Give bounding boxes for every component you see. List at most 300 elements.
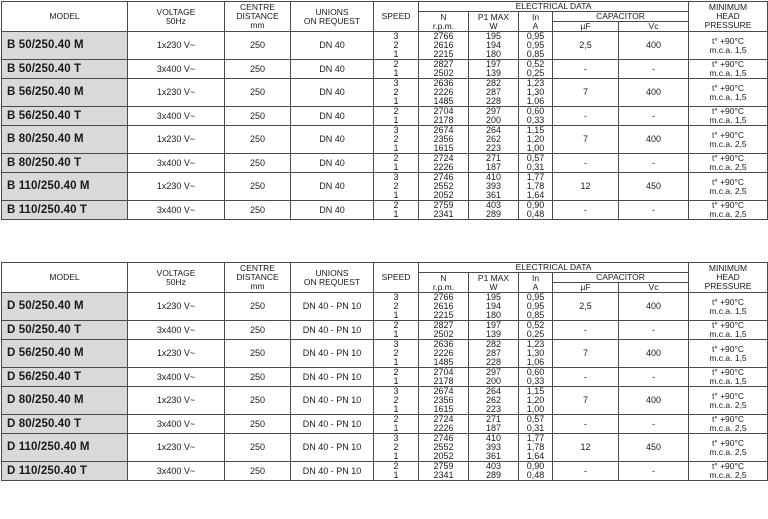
voltage-cell: 1x230 V~ xyxy=(128,32,225,60)
current-cell xyxy=(519,154,553,173)
p1-cell-values xyxy=(469,293,518,320)
rpm-cell-value: 2636 xyxy=(433,78,454,88)
speed-cell-value: 2 xyxy=(393,87,399,97)
speed-cell-value: 1 xyxy=(393,404,399,414)
rpm-cell-value: 1615 xyxy=(433,404,454,414)
p1-cell xyxy=(469,434,519,462)
min-head-cell xyxy=(689,340,768,368)
model-cell: B 50/250.40 M xyxy=(2,32,128,60)
current-cell-value: 0,60 xyxy=(526,367,545,377)
speed-cell xyxy=(374,79,419,107)
voltage-cell: 3x400 V~ xyxy=(128,321,225,340)
current-cell-values xyxy=(519,415,552,433)
voltage-cell: 3x400 V~ xyxy=(128,107,225,126)
p1-cell-values xyxy=(469,387,518,414)
header-capacitor: CAPACITOR xyxy=(553,273,689,283)
header-uf: µF xyxy=(553,283,619,293)
p1-cell-value: 282 xyxy=(485,78,502,88)
table-row xyxy=(2,32,768,60)
header-centre-distance: CENTRE DISTANCE mm xyxy=(225,2,291,32)
speed-cell-value: 3 xyxy=(393,339,399,349)
model-cell: D 56/250.40 M xyxy=(2,340,128,368)
current-cell-value: 1,78 xyxy=(526,442,545,452)
current-cell-value: 0,60 xyxy=(526,106,545,116)
capacitance-cell: - xyxy=(553,201,619,220)
current-cell xyxy=(519,293,553,321)
speed-cell-value: 3 xyxy=(393,172,399,182)
p1-cell-value: 289 xyxy=(485,209,502,219)
p1-cell-values xyxy=(469,126,518,153)
speed-cell-value: 2 xyxy=(393,348,399,358)
speed-cell-values xyxy=(374,415,418,433)
current-cell-value: 1,06 xyxy=(526,96,545,106)
capacitor-voltage-cell: - xyxy=(619,368,689,387)
centre-distance-cell: 250 xyxy=(225,107,291,126)
p1-cell-values xyxy=(469,173,518,200)
header-n: N r.p.m. xyxy=(419,273,469,293)
current-cell-value: 1,30 xyxy=(526,348,545,358)
voltage-cell: 1x230 V~ xyxy=(128,293,225,321)
p1-cell xyxy=(469,126,519,154)
p1-cell-value: 393 xyxy=(485,442,502,452)
current-cell-values xyxy=(519,387,552,414)
min-head-cell xyxy=(689,387,768,415)
speed-cell-value: 1 xyxy=(393,68,399,78)
model-cell: B 110/250.40 M xyxy=(2,173,128,201)
current-cell xyxy=(519,462,553,481)
speed-cell-value: 2 xyxy=(393,301,399,311)
centre-distance-cell: 250 xyxy=(225,154,291,173)
rpm-cell xyxy=(419,462,469,481)
centre-distance-cell: 250 xyxy=(225,60,291,79)
speed-cell xyxy=(374,60,419,79)
current-cell-value: 0,95 xyxy=(526,301,545,311)
rpm-cell-values xyxy=(419,79,468,106)
p1-cell-values xyxy=(469,201,518,219)
speed-cell xyxy=(374,387,419,415)
rpm-cell-values xyxy=(419,462,468,480)
min-head-cell xyxy=(689,415,768,434)
speed-cell-value: 1 xyxy=(393,376,399,386)
p1-cell-value: 262 xyxy=(485,395,502,405)
rpm-cell-value: 2552 xyxy=(433,442,454,452)
p1-cell-value: 187 xyxy=(485,423,502,433)
min-head-cell xyxy=(689,434,768,462)
min-head-pressure: m.c.a. 1,5 xyxy=(709,115,747,125)
p1-cell-value: 271 xyxy=(485,414,502,424)
current-cell-value: 0,90 xyxy=(526,461,545,471)
max-temperature: t° +90°C xyxy=(711,343,745,354)
header-capacitor: CAPACITOR xyxy=(553,12,689,22)
unions-cell: DN 40 - PN 10 xyxy=(291,415,374,434)
min-head-pressure: m.c.a. 1,5 xyxy=(709,91,747,102)
rpm-cell-value: 2341 xyxy=(433,209,454,219)
p1-cell-values xyxy=(469,107,518,125)
capacitor-voltage-cell: - xyxy=(619,154,689,173)
capacitor-voltage-cell: 450 xyxy=(619,173,689,201)
header-voltage: VOLTAGE 50Hz xyxy=(128,263,225,293)
current-cell-value: 1,77 xyxy=(526,433,545,443)
speed-cell-value: 3 xyxy=(393,292,399,302)
voltage-cell: 3x400 V~ xyxy=(128,154,225,173)
current-cell xyxy=(519,321,553,340)
rpm-cell-values xyxy=(419,173,468,200)
rpm-cell-values xyxy=(419,368,468,386)
rpm-cell xyxy=(419,387,469,415)
header-speed: SPEED xyxy=(374,2,419,32)
header-model: MODEL xyxy=(2,2,128,32)
header-centre-distance: CENTRE DISTANCE mm xyxy=(225,263,291,293)
capacitance-cell: - xyxy=(553,462,619,481)
current-cell-values xyxy=(519,154,552,172)
p1-cell xyxy=(469,321,519,340)
header-min-head: MINIMUM HEAD PRESSURE xyxy=(689,263,768,293)
speed-cell-values xyxy=(374,154,418,172)
current-cell-values xyxy=(519,201,552,219)
rpm-cell-value: 2616 xyxy=(433,301,454,311)
capacitance-cell: - xyxy=(553,321,619,340)
capacitance-cell: - xyxy=(553,154,619,173)
p1-cell-value: 195 xyxy=(485,31,502,41)
rpm-cell-value: 2724 xyxy=(433,414,454,424)
current-cell-values xyxy=(519,79,552,106)
speed-cell-values xyxy=(374,32,418,59)
voltage-cell: 3x400 V~ xyxy=(128,368,225,387)
p1-cell-value: 264 xyxy=(485,386,502,396)
p1-cell-value: 200 xyxy=(485,115,502,125)
current-cell-value: 0,52 xyxy=(526,320,545,330)
rpm-cell xyxy=(419,32,469,60)
unions-cell: DN 40 xyxy=(291,126,374,154)
centre-distance-cell: 250 xyxy=(225,201,291,220)
rpm-cell-values xyxy=(419,387,468,414)
rpm-cell-value: 2552 xyxy=(433,181,454,191)
header-unions: UNIONS ON REQUEST xyxy=(291,2,374,32)
unions-cell: DN 40 xyxy=(291,79,374,107)
centre-distance-cell: 250 xyxy=(225,79,291,107)
unions-cell: DN 40 - PN 10 xyxy=(291,321,374,340)
rpm-cell xyxy=(419,154,469,173)
model-cell: D 50/250.40 T xyxy=(2,321,128,340)
speed-cell-values xyxy=(374,60,418,78)
p1-cell xyxy=(469,107,519,126)
speed-cell-value: 2 xyxy=(393,200,399,210)
unions-cell: DN 40 - PN 10 xyxy=(291,340,374,368)
unions-cell: DN 40 xyxy=(291,107,374,126)
voltage-cell: 1x230 V~ xyxy=(128,173,225,201)
current-cell-value: 0,85 xyxy=(526,310,545,320)
rpm-cell-values xyxy=(419,434,468,461)
p1-cell-value: 403 xyxy=(485,461,502,471)
rpm-cell xyxy=(419,107,469,126)
speed-cell-value: 3 xyxy=(393,386,399,396)
max-temperature: t° +90°C xyxy=(711,367,745,377)
current-cell-value: 1,00 xyxy=(526,143,545,153)
p1-cell-value: 197 xyxy=(485,59,502,69)
rpm-cell-values xyxy=(419,32,468,59)
p1-cell xyxy=(469,32,519,60)
rpm-cell xyxy=(419,340,469,368)
header-vc: Vc xyxy=(619,283,689,293)
speed-cell xyxy=(374,32,419,60)
rpm-cell-value: 2226 xyxy=(433,423,454,433)
current-cell-value: 0,90 xyxy=(526,200,545,210)
current-cell-value: 0,33 xyxy=(526,376,545,386)
rpm-cell-values xyxy=(419,126,468,153)
max-temperature: t° +90°C xyxy=(711,176,745,187)
p1-cell-value: 361 xyxy=(485,451,502,461)
unions-cell: DN 40 xyxy=(291,154,374,173)
table-row xyxy=(2,107,768,126)
speed-cell-value: 1 xyxy=(393,49,399,59)
p1-cell-value: 197 xyxy=(485,320,502,330)
speed-cell xyxy=(374,340,419,368)
header-model: MODEL xyxy=(2,263,128,293)
current-cell-value: 1,00 xyxy=(526,404,545,414)
capacitor-voltage-cell: - xyxy=(619,321,689,340)
capacitance-cell: 2,5 xyxy=(553,32,619,60)
min-head-pressure: m.c.a. 1,5 xyxy=(709,44,747,55)
p1-cell-value: 194 xyxy=(485,40,502,50)
min-head-pressure: m.c.a. 2,5 xyxy=(709,162,747,172)
current-cell-value: 0,95 xyxy=(526,40,545,50)
rpm-cell-values xyxy=(419,107,468,125)
table-row xyxy=(2,60,768,79)
rpm-cell-value: 2746 xyxy=(433,172,454,182)
table-row xyxy=(2,368,768,387)
p1-cell xyxy=(469,60,519,79)
p1-cell-value: 271 xyxy=(485,153,502,163)
p1-cell-value: 287 xyxy=(485,87,502,97)
max-temperature: t° +90°C xyxy=(711,414,745,424)
rpm-cell-value: 1485 xyxy=(433,357,454,367)
rpm-cell-values xyxy=(419,321,468,339)
voltage-cell: 3x400 V~ xyxy=(128,415,225,434)
p1-cell-value: 287 xyxy=(485,348,502,358)
speed-cell-value: 1 xyxy=(393,143,399,153)
speed-cell-values xyxy=(374,321,418,339)
table-row xyxy=(2,154,768,173)
p1-cell-value: 264 xyxy=(485,125,502,135)
unions-cell: DN 40 - PN 10 xyxy=(291,293,374,321)
capacitor-voltage-cell: 400 xyxy=(619,32,689,60)
current-cell-value: 0,95 xyxy=(526,292,545,302)
header-speed: SPEED xyxy=(374,263,419,293)
rpm-cell-value: 2178 xyxy=(433,115,454,125)
max-temperature: t° +90°C xyxy=(711,200,745,210)
rpm-cell-value: 2052 xyxy=(433,451,454,461)
model-cell: D 110/250.40 M xyxy=(2,434,128,462)
min-head-cell xyxy=(689,32,768,60)
speed-cell-values xyxy=(374,201,418,219)
min-head-pressure: m.c.a. 1,5 xyxy=(709,329,747,339)
rpm-cell xyxy=(419,173,469,201)
speed-cell xyxy=(374,368,419,387)
speed-cell-value: 2 xyxy=(393,461,399,471)
table-row xyxy=(2,462,768,481)
speed-cell-value: 3 xyxy=(393,433,399,443)
min-head-cell xyxy=(689,107,768,126)
capacitance-cell: - xyxy=(553,415,619,434)
model-cell: B 80/250.40 M xyxy=(2,126,128,154)
current-cell-values xyxy=(519,293,552,320)
current-cell-value: 1,30 xyxy=(526,87,545,97)
table-row xyxy=(2,434,768,462)
capacitance-cell: 7 xyxy=(553,387,619,415)
speed-cell-value: 2 xyxy=(393,40,399,50)
unions-cell: DN 40 xyxy=(291,201,374,220)
current-cell-value: 1,64 xyxy=(526,451,545,461)
current-cell-value: 0,48 xyxy=(526,209,545,219)
rpm-cell-value: 2724 xyxy=(433,153,454,163)
table-row xyxy=(2,415,768,434)
p1-cell-value: 361 xyxy=(485,190,502,200)
capacitor-voltage-cell: 400 xyxy=(619,126,689,154)
speed-cell-values xyxy=(374,462,418,480)
speed-cell-values xyxy=(374,387,418,414)
p1-cell xyxy=(469,368,519,387)
p1-cell-value: 223 xyxy=(485,404,502,414)
rpm-cell-value: 2746 xyxy=(433,433,454,443)
p1-cell xyxy=(469,462,519,481)
rpm-cell-value: 2502 xyxy=(433,329,454,339)
p1-cell-value: 262 xyxy=(485,134,502,144)
speed-cell-value: 1 xyxy=(393,310,399,320)
model-cell: D 80/250.40 T xyxy=(2,415,128,434)
unions-cell: DN 40 xyxy=(291,32,374,60)
model-cell: B 80/250.40 T xyxy=(2,154,128,173)
rpm-cell-value: 2827 xyxy=(433,59,454,69)
rpm-cell-value: 2674 xyxy=(433,386,454,396)
unions-cell: DN 40 - PN 10 xyxy=(291,368,374,387)
capacitor-voltage-cell: 400 xyxy=(619,340,689,368)
model-cell: D 56/250.40 T xyxy=(2,368,128,387)
capacitance-cell: 7 xyxy=(553,79,619,107)
current-cell-value: 0,57 xyxy=(526,414,545,424)
current-cell-values xyxy=(519,434,552,461)
header-in: In A xyxy=(519,12,553,32)
rpm-cell-value: 2766 xyxy=(433,31,454,41)
voltage-cell: 1x230 V~ xyxy=(128,434,225,462)
table-body-b xyxy=(2,32,768,220)
p1-cell-value: 403 xyxy=(485,200,502,210)
min-head-cell xyxy=(689,126,768,154)
capacitor-voltage-cell: - xyxy=(619,201,689,220)
min-head-pressure: m.c.a. 1,5 xyxy=(709,68,747,78)
p1-cell-value: 180 xyxy=(485,49,502,59)
header-unions: UNIONS ON REQUEST xyxy=(291,263,374,293)
capacitor-voltage-cell: - xyxy=(619,60,689,79)
current-cell-value: 1,20 xyxy=(526,395,545,405)
rpm-cell-value: 2226 xyxy=(433,162,454,172)
speed-cell-values xyxy=(374,340,418,367)
current-cell-values xyxy=(519,173,552,200)
speed-cell xyxy=(374,293,419,321)
current-cell-value: 0,85 xyxy=(526,49,545,59)
rpm-cell-value: 2178 xyxy=(433,376,454,386)
speed-cell-value: 2 xyxy=(393,367,399,377)
rpm-cell-value: 2215 xyxy=(433,49,454,59)
rpm-cell-value: 2356 xyxy=(433,395,454,405)
p1-cell-value: 410 xyxy=(485,433,502,443)
centre-distance-cell: 250 xyxy=(225,387,291,415)
speed-cell-values xyxy=(374,434,418,461)
p1-cell-value: 282 xyxy=(485,339,502,349)
speed-cell xyxy=(374,462,419,481)
rpm-cell-values xyxy=(419,201,468,219)
rpm-cell-value: 1485 xyxy=(433,96,454,106)
speed-cell-value: 2 xyxy=(393,320,399,330)
capacitor-voltage-cell: - xyxy=(619,107,689,126)
capacitance-cell: 7 xyxy=(553,340,619,368)
p1-cell-value: 194 xyxy=(485,301,502,311)
current-cell-values xyxy=(519,462,552,480)
model-cell: B 110/250.40 T xyxy=(2,201,128,220)
model-cell: B 50/250.40 T xyxy=(2,60,128,79)
current-cell-value: 1,78 xyxy=(526,181,545,191)
rpm-cell-values xyxy=(419,154,468,172)
centre-distance-cell: 250 xyxy=(225,126,291,154)
table-row xyxy=(2,79,768,107)
current-cell-value: 0,57 xyxy=(526,153,545,163)
speed-cell xyxy=(374,321,419,340)
table-row xyxy=(2,321,768,340)
current-cell-value: 0,31 xyxy=(526,423,545,433)
speed-cell-value: 1 xyxy=(393,357,399,367)
speed-cell xyxy=(374,434,419,462)
rpm-cell-value: 2616 xyxy=(433,40,454,50)
current-cell xyxy=(519,340,553,368)
table-body-d xyxy=(2,293,768,481)
centre-distance-cell: 250 xyxy=(225,340,291,368)
p1-cell-value: 297 xyxy=(485,367,502,377)
model-cell: D 110/250.40 T xyxy=(2,462,128,481)
capacitor-voltage-cell: 400 xyxy=(619,293,689,321)
rpm-cell-values xyxy=(419,340,468,367)
table-header xyxy=(2,2,768,32)
min-head-cell xyxy=(689,293,768,321)
speed-cell-value: 2 xyxy=(393,395,399,405)
speed-cell-value: 1 xyxy=(393,470,399,480)
p1-cell-values xyxy=(469,368,518,386)
capacitance-cell: - xyxy=(553,107,619,126)
p1-cell-value: 139 xyxy=(485,329,502,339)
speed-cell-value: 1 xyxy=(393,162,399,172)
rpm-cell-value: 2341 xyxy=(433,470,454,480)
speed-cell-values xyxy=(374,173,418,200)
speed-cell-value: 3 xyxy=(393,125,399,135)
rpm-cell-value: 2759 xyxy=(433,461,454,471)
min-head-pressure: m.c.a. 2,5 xyxy=(709,138,747,149)
capacitor-voltage-cell: 450 xyxy=(619,434,689,462)
header-n: N r.p.m. xyxy=(419,12,469,32)
p1-cell-values xyxy=(469,79,518,106)
max-temperature: t° +90°C xyxy=(711,82,745,93)
min-head-cell xyxy=(689,173,768,201)
current-cell-values xyxy=(519,368,552,386)
p1-cell-value: 228 xyxy=(485,96,502,106)
table-row xyxy=(2,387,768,415)
p1-cell xyxy=(469,79,519,107)
capacitance-cell: 12 xyxy=(553,173,619,201)
current-cell xyxy=(519,415,553,434)
max-temperature: t° +90°C xyxy=(711,296,745,307)
rpm-cell-value: 2704 xyxy=(433,106,454,116)
p1-cell-values xyxy=(469,154,518,172)
p1-cell-values xyxy=(469,462,518,480)
centre-distance-cell: 250 xyxy=(225,32,291,60)
min-head-pressure: m.c.a. 2,5 xyxy=(709,446,747,457)
